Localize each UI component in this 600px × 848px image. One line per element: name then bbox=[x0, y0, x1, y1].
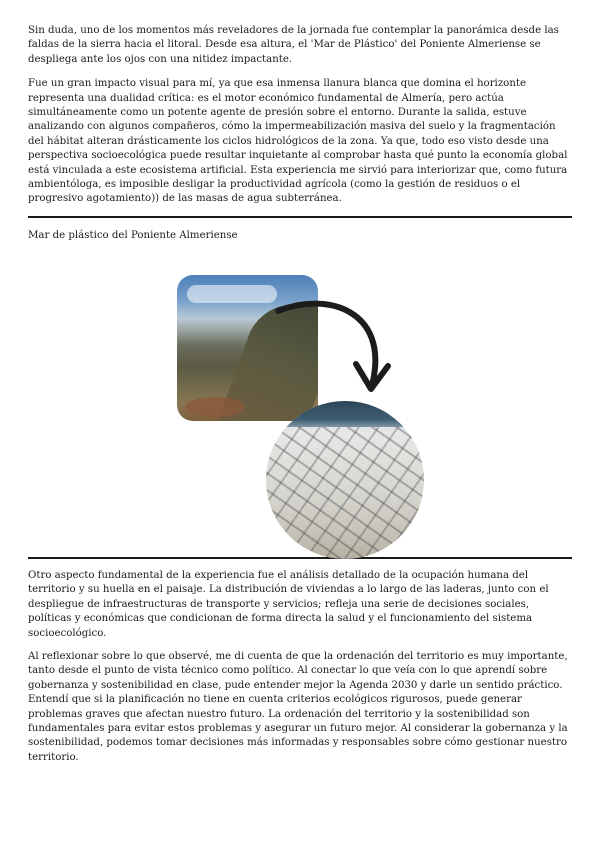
document-page bbox=[28, 24, 572, 765]
curved-arrow-icon bbox=[28, 251, 572, 571]
paragraph-1: Sin duda, uno de los momentos más reveladores de la jornada fue contemplar la panorámica desde las faldas de la sierra hacia el litoral. Desde esa altura, el 'Mar de Plástico' del Poniente Almeriense se despliega ante los ojos con una nitidez impactante. bbox=[28, 25, 559, 65]
paragraph-3: Otro aspecto fundamental de la experiencia fue el análisis detallado de la ocupación humana del territorio y su huella en el paisaje. La distribución de viviendas a lo largo de las laderas, junto con el despliegue de infraestructuras de transporte y servicios; refleja una serie de decisiones sociales, políticas y económicas que condicionan de forma directa la salud y el funcionamiento del sistema socioecológico. bbox=[28, 569, 549, 639]
divider-top bbox=[28, 216, 572, 218]
paragraph-4: Al reflexionar sobre lo que observé, me di cuenta de que la ordenación del territorio es muy importante, tanto desde el punto de vista técnico como político. Al conectar lo que veía con lo que aprendí sobre gobernanza y sostenibilidad en clase, pude entender mejor la Agenda 2030 y darle un sentido práctico. Entendí que si la planificación no tiene en cuenta criterios ecológicos rigurosos, puede generar problemas graves que afectan nuestro futuro. La ordenación del territorio y la sostenibilidad son fundamentales para evitar estos problemas y asegurar un futuro mejor. Al considerar la gobernanza y la sostenibilidad, podemos tomar decisiones más informadas y responsables sobre cómo gestionar nuestro territorio. bbox=[28, 650, 568, 763]
figure-caption: Mar de plástico del Poniente Almeriense bbox=[28, 229, 238, 241]
paragraph-2: Fue un gran impacto visual para mí, ya que esa inmensa llanura blanca que domina el horizonte representa una dualidad crítica: es el motor económico fundamental de Almería, pero actúa simultáneamente como un potente agente de presión sobre el entorno. Durante la salida, estuve analizando con algunos compañeros, cómo la impermeabilización masiva del suelo y la fragmentación del hábitat alteran drásticamente los ciclos hidrológicos de la zona. Ya que, todo eso visto desde una perspectiva socioecológica puede resultar inquietante al comprobar hasta qué punto la economía global está vinculada a este ecosistema artificial. Esta experiencia me sirvió para interiorizar que, como futura ambientóloga, es imposible desligar la productividad agrícola (como la gestión de residuos o el progresivo agotamiento)) de las masas de agua subterránea. bbox=[28, 78, 568, 205]
figure bbox=[28, 251, 572, 551]
